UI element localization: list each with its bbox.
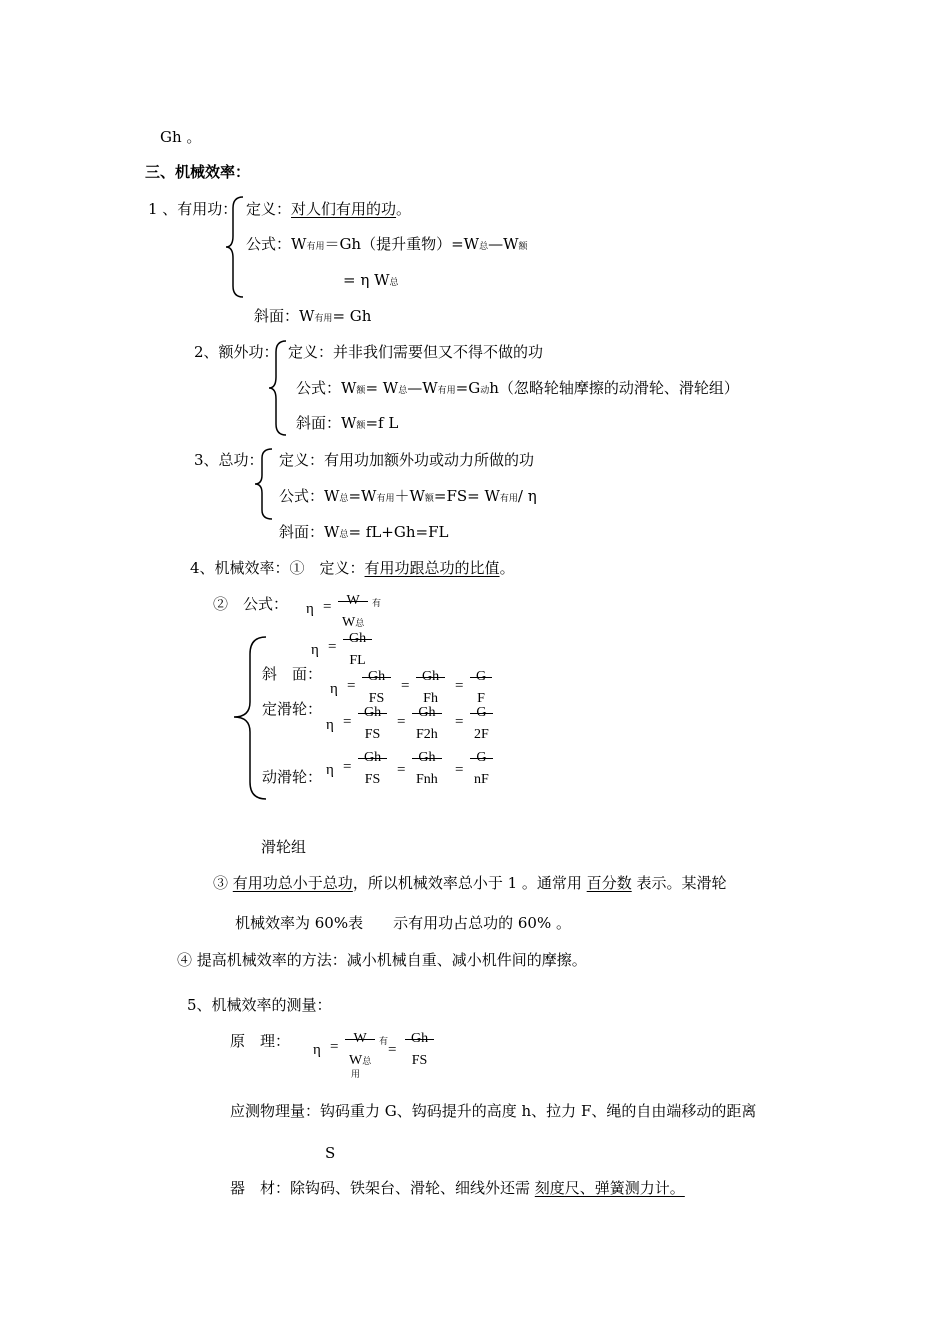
equals-sign: = — [330, 1039, 339, 1055]
equals-sign: = — [328, 639, 337, 655]
eta-symbol: η — [311, 642, 319, 658]
extra-work-label: 2、额外功： — [194, 343, 279, 361]
equals-sign: = — [323, 599, 332, 615]
eta-symbol: η — [313, 1042, 321, 1058]
measurement-label: 5、机械效率的测量： — [187, 996, 332, 1014]
total-work-formula: 公式：W总=W有用＋W额=FS= W有用/ η — [279, 487, 537, 505]
efficiency-formula-label: ② 公式： — [213, 595, 289, 613]
measured-quantities-s: S — [325, 1144, 336, 1162]
total-work-definition: 定义：有用功加额外功或动力所做的功 — [279, 451, 535, 469]
equals-sign: = — [388, 1042, 397, 1058]
extra-work-formula: 公式：W额= W总—W有用=G动h（忽略轮轴摩擦的动滑轮、滑轮组） — [296, 379, 739, 397]
eta-symbol: η — [326, 762, 334, 778]
equals-sign: = — [455, 714, 464, 730]
efficiency-fraction: W W总 — [342, 593, 365, 630]
movable-pulley-label: 动滑轮： — [262, 768, 323, 786]
equals-sign: = — [397, 762, 406, 778]
useful-work-label: 1 、有用功： — [148, 200, 238, 218]
section-title: 三、机械效率： — [145, 163, 251, 181]
useful-work-brace — [225, 196, 245, 298]
useful-work-definition: 定义：对人们有用的功。 — [246, 200, 412, 218]
row1-fraction-1: Gh FS — [368, 669, 386, 706]
denominator-under: 用 — [351, 1070, 361, 1080]
row3-fraction-1: Gh FS — [364, 750, 382, 787]
measured-quantities: 应测物理量：钩码重力 G、钩码提升的高度 h、拉力 F、绳的自由端移动的距离 — [230, 1102, 757, 1120]
row2-fraction-3: G 2F — [474, 705, 489, 742]
eta-symbol: η — [326, 717, 334, 733]
useful-work-formula-2: = η W总 — [343, 271, 399, 289]
row2-fraction-1: Gh FS — [364, 705, 382, 742]
row1-fraction-2: Gh Fh — [422, 669, 440, 706]
extra-work-incline: 斜面：W额=f L — [296, 414, 399, 432]
extra-work-definition: 定义：并非我们需要但又不得不做的功 — [288, 343, 544, 361]
principle-fraction-1: W W总 — [349, 1031, 372, 1068]
equipment: 器 材：除钩码、铁架台、滑轮、细线外还需 刻度尺、弹簧测力计。 — [230, 1179, 685, 1197]
extra-work-brace — [268, 340, 288, 436]
useful-work-formula: 公式：W有用＝Gh（提升重物）=W总—W额 — [246, 235, 528, 253]
row3-fraction-2: Gh Fnh — [416, 750, 438, 787]
equals-sign: = — [397, 714, 406, 730]
equals-sign: = — [343, 759, 352, 775]
numerator-subscript: 有 — [372, 599, 382, 609]
principle-label: 原 理： — [230, 1032, 291, 1050]
efficiency-definition: 4、机械效率：① 定义：有用功跟总功的比值。 — [190, 559, 515, 577]
equals-sign: = — [343, 714, 352, 730]
total-work-label: 3、总功： — [194, 451, 264, 469]
efficiency-note-3-line-2: 机械效率为 60%表 示有用功占总功的 60% 。 — [235, 914, 571, 932]
total-work-brace — [254, 448, 274, 520]
principle-fraction-2: Gh FS — [411, 1031, 429, 1068]
efficiency-note-3: ③ 有用功总小于总功，所以机械效率总小于 1 。通常用 百分数 表示。某滑轮 — [213, 874, 727, 892]
eta-symbol: η — [306, 601, 314, 617]
equals-sign: = — [455, 678, 464, 694]
incline-fraction: Gh FL — [349, 631, 367, 668]
incline-label: 斜 面： — [262, 665, 323, 683]
pulley-group-label: 滑轮组 — [261, 838, 307, 856]
fixed-pulley-label: 定滑轮： — [262, 700, 323, 718]
continued-text: Gh 。 — [160, 128, 202, 146]
equals-sign: = — [401, 678, 410, 694]
useful-work-incline: 斜面：W有用= Gh — [254, 307, 372, 325]
equals-sign: = — [455, 762, 464, 778]
row2-fraction-2: Gh F2h — [416, 705, 438, 742]
eta-symbol: η — [330, 681, 338, 697]
numerator-subscript: 有 — [379, 1037, 389, 1047]
equals-sign: = — [347, 678, 356, 694]
row3-fraction-3: G nF — [474, 750, 489, 787]
row1-fraction-3: G F — [476, 669, 487, 706]
efficiency-note-4: ④ 提高机械效率的方法：减小机械自重、减小机件间的摩擦。 — [177, 951, 587, 969]
total-work-incline: 斜面：W总= fL+Gh=FL — [279, 523, 449, 541]
